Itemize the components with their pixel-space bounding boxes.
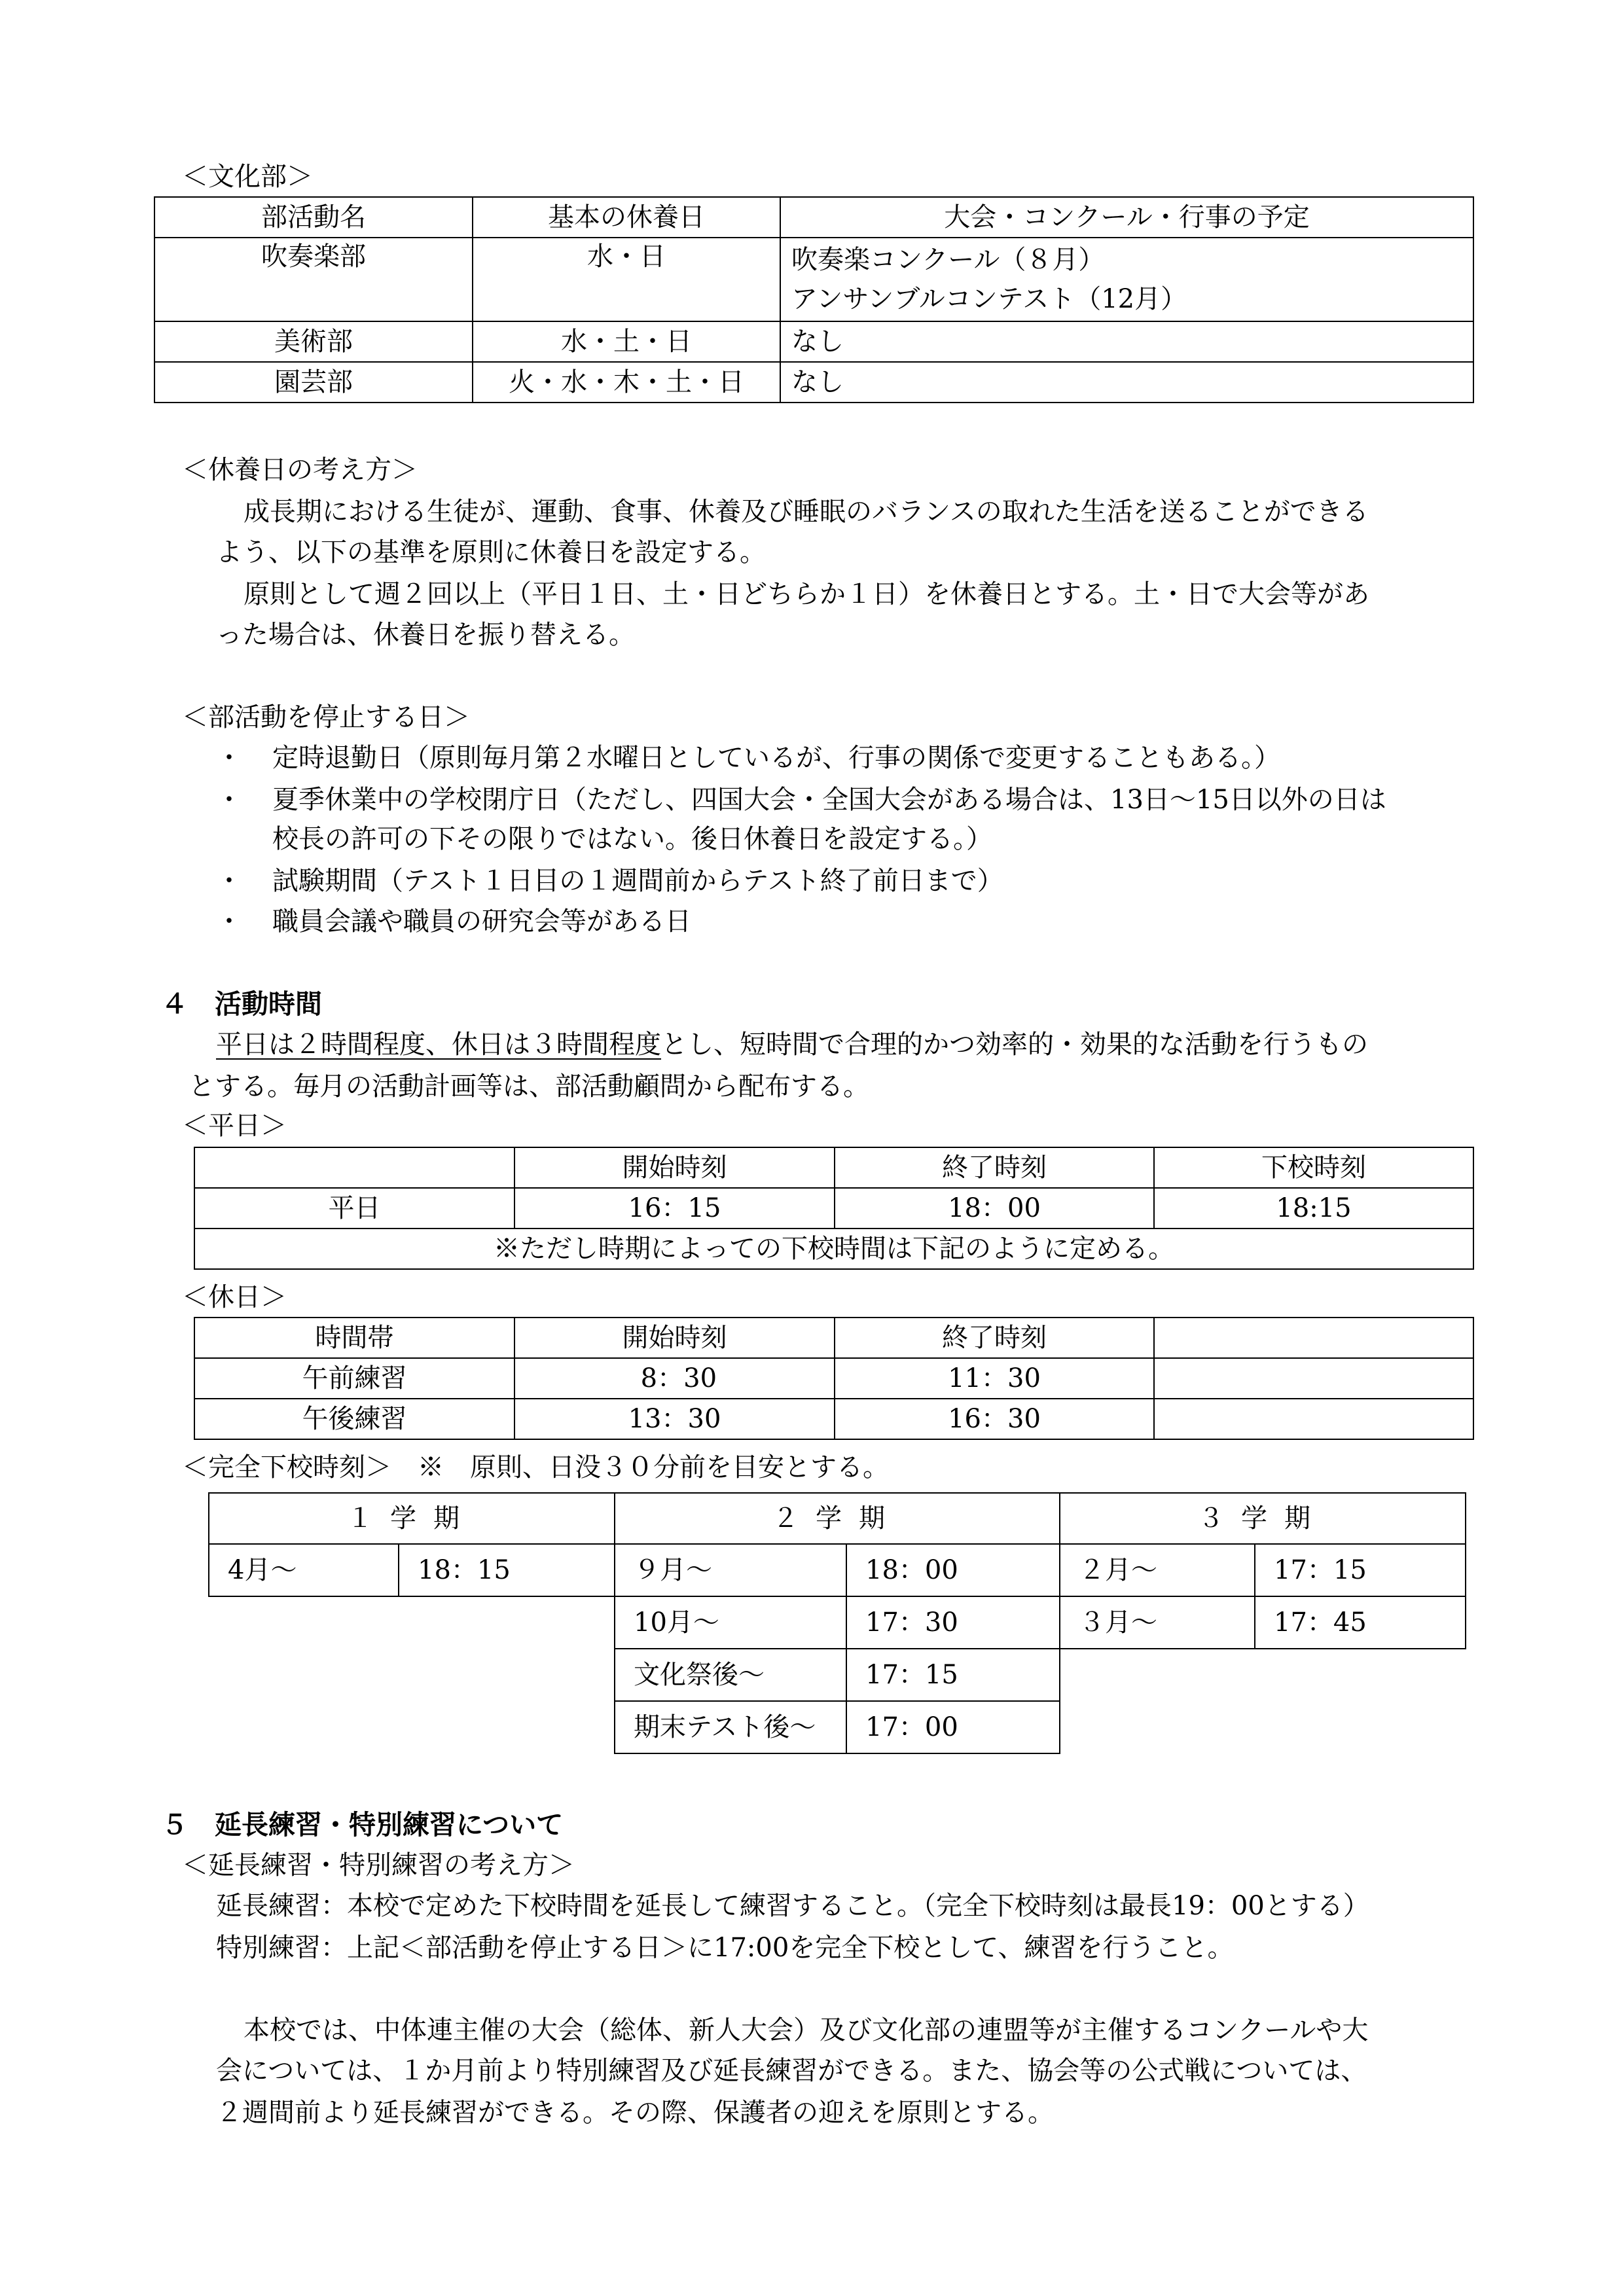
term-1-header: １学期	[209, 1493, 615, 1544]
club-rest-days: 火・水・木・土・日	[473, 362, 780, 403]
weekday-leave: 18:15	[1154, 1188, 1473, 1229]
bullet: ・	[216, 743, 242, 773]
section4-line1	[216, 1031, 1368, 1058]
holiday-period: 午前練習	[194, 1358, 514, 1399]
culture-table	[154, 196, 1474, 403]
section5-para-line2: 会については、１か月前より特別練習及び延長練習ができる。また、協会等の公式戦については、	[216, 2056, 1367, 2086]
holiday-heading: ＜休日＞	[182, 1282, 287, 1312]
term2-time: 18：00	[846, 1544, 1060, 1596]
stop-day-text: 夏季休業中の学校閉庁日（ただし、四国大会・全国大会がある場合は、13日～15日以外の日は	[272, 785, 1386, 815]
term2-time: 17：00	[846, 1701, 1060, 1753]
holiday-extra	[1154, 1399, 1473, 1439]
weekday-hours-underlined: 平日は２時間程度、	[216, 1030, 452, 1060]
rest-policy-heading: ＜休養日の考え方＞	[182, 455, 418, 485]
weekday-header-start: 開始時刻	[514, 1147, 835, 1188]
weekday-header-leave: 下校時刻	[1154, 1147, 1473, 1188]
holiday-header-blank	[1154, 1318, 1473, 1358]
term-3-header: ３学期	[1060, 1493, 1466, 1544]
holiday-period: 午後練習	[194, 1399, 514, 1439]
club-rest-days: 水・日	[473, 238, 780, 321]
term2-month: 期末テスト後～	[615, 1701, 846, 1753]
closing-heading: ＜完全下校時刻＞ ※ 原則、日没３０分前を目安とする。	[182, 1452, 889, 1482]
club-rest-days: 水・土・日	[473, 321, 780, 362]
section5-para-line1: 本校では、中体連主催の大会（総体、新人大会）及び文化部の連盟等が主催するコンクールや大	[244, 2015, 1369, 2045]
culture-header-rest: 基本の休養日	[473, 197, 780, 238]
closing-time-table	[208, 1492, 1466, 1754]
weekday-note: ※ただし時期によっての下校時間は下記のように定める。	[194, 1229, 1473, 1269]
section5-subheading: ＜延長練習・特別練習の考え方＞	[182, 1850, 575, 1880]
culture-header-events: 大会・コンクール・行事の予定	[780, 197, 1473, 238]
holiday-end: 16：30	[835, 1399, 1154, 1439]
stop-day-text-cont: 校長の許可の下その限りではない。後日休養日を設定する。）	[272, 824, 992, 854]
term1-month: 4月～	[209, 1544, 399, 1596]
holiday-hours-underlined: 休日は３時間程度	[452, 1030, 661, 1060]
holiday-header-start: 開始時刻	[514, 1318, 835, 1358]
term3-time: 17：45	[1255, 1596, 1466, 1649]
club-events: なし	[780, 321, 1473, 362]
weekday-header-blank	[194, 1147, 514, 1188]
stop-day-text: 定時退勤日（原則毎月第２水曜日としているが、行事の関係で変更することもある。）	[272, 743, 1280, 773]
section4-title: ４ 活動時間	[161, 988, 322, 1020]
section4-line2: とする。毎月の活動計画等は、部活動顧問から配布する。	[189, 1071, 869, 1102]
extended-practice-def: 延長練習：本校で定めた下校時間を延長して練習すること。（完全下校時刻は最長19：00とする）	[216, 1891, 1369, 1921]
holiday-table	[194, 1317, 1474, 1440]
weekday-table	[194, 1147, 1474, 1270]
section5-title: ５ 延長練習・特別練習について	[161, 1809, 564, 1840]
holiday-start: 13：30	[514, 1399, 835, 1439]
holiday-header-period: 時間帯	[194, 1318, 514, 1358]
stop-day-text: 職員会議や職員の研究会等がある日	[272, 906, 691, 937]
weekday-header-end: 終了時刻	[835, 1147, 1154, 1188]
term1-time: 18：15	[399, 1544, 615, 1596]
rest-policy-para1-line2: よう、以下の基準を原則に休養日を設定する。	[216, 537, 766, 567]
holiday-extra	[1154, 1358, 1473, 1399]
stop-day-text: 試験期間（テスト１日目の１週間前からテスト終了前日まで）	[272, 866, 1003, 896]
weekday-end: 18：00	[835, 1188, 1154, 1229]
weekday-heading: ＜平日＞	[182, 1111, 287, 1141]
term2-time: 17：30	[846, 1596, 1060, 1649]
bullet: ・	[216, 785, 242, 815]
term3-month: ２月～	[1060, 1544, 1255, 1596]
stop-days-heading: ＜部活動を停止する日＞	[182, 702, 470, 732]
club-name: 園芸部	[154, 362, 473, 403]
stop-day-item	[216, 745, 1280, 771]
section5-para-line3: ２週間前より延長練習ができる。その際、保護者の迎えを原則とする。	[216, 2098, 1054, 2128]
special-practice-def: 特別練習：上記＜部活動を停止する日＞に17:00を完全下校として、練習を行うこと。	[216, 1933, 1234, 1963]
term-2-header: ２学期	[615, 1493, 1060, 1544]
stop-day-item	[216, 908, 691, 935]
holiday-end: 11：30	[835, 1358, 1154, 1399]
culture-header-name: 部活動名	[154, 197, 473, 238]
bullet: ・	[216, 866, 242, 896]
event-line: アンサンブルコンテスト（12月）	[791, 284, 1187, 314]
holiday-start: 8：30	[514, 1358, 835, 1399]
club-events	[780, 238, 1473, 321]
stop-day-item	[216, 787, 1386, 813]
club-name: 吹奏楽部	[154, 238, 473, 321]
term2-time: 17：15	[846, 1649, 1060, 1701]
event-line: 吹奏楽コンクール（８月）	[791, 245, 1105, 275]
club-events: なし	[780, 362, 1473, 403]
club-name: 美術部	[154, 321, 473, 362]
culture-heading: ＜文化部＞	[182, 162, 313, 192]
rest-policy-para1-line1: 成長期における生徒が、運動、食事、休養及び睡眠のバランスの取れた生活を送ることができる	[244, 497, 1369, 527]
term3-month: ３月～	[1060, 1596, 1255, 1649]
term2-month: 文化祭後～	[615, 1649, 846, 1701]
term2-month: 10月～	[615, 1596, 846, 1649]
holiday-header-end: 終了時刻	[835, 1318, 1154, 1358]
rest-policy-para2-line2: った場合は、休養日を振り替える。	[216, 620, 635, 650]
weekday-start: 16：15	[514, 1188, 835, 1229]
term2-month: ９月～	[615, 1544, 846, 1596]
weekday-label: 平日	[194, 1188, 514, 1229]
stop-day-item	[216, 868, 1003, 894]
term3-time: 17：15	[1255, 1544, 1466, 1596]
bullet: ・	[216, 906, 242, 937]
section4-line1-rest: とし、短時間で合理的かつ効率的・効果的な活動を行うもの	[661, 1030, 1368, 1060]
rest-policy-para2-line1: 原則として週２回以上（平日１日、土・日どちらか１日）を休養日とする。土・日で大会等があ	[244, 579, 1369, 609]
